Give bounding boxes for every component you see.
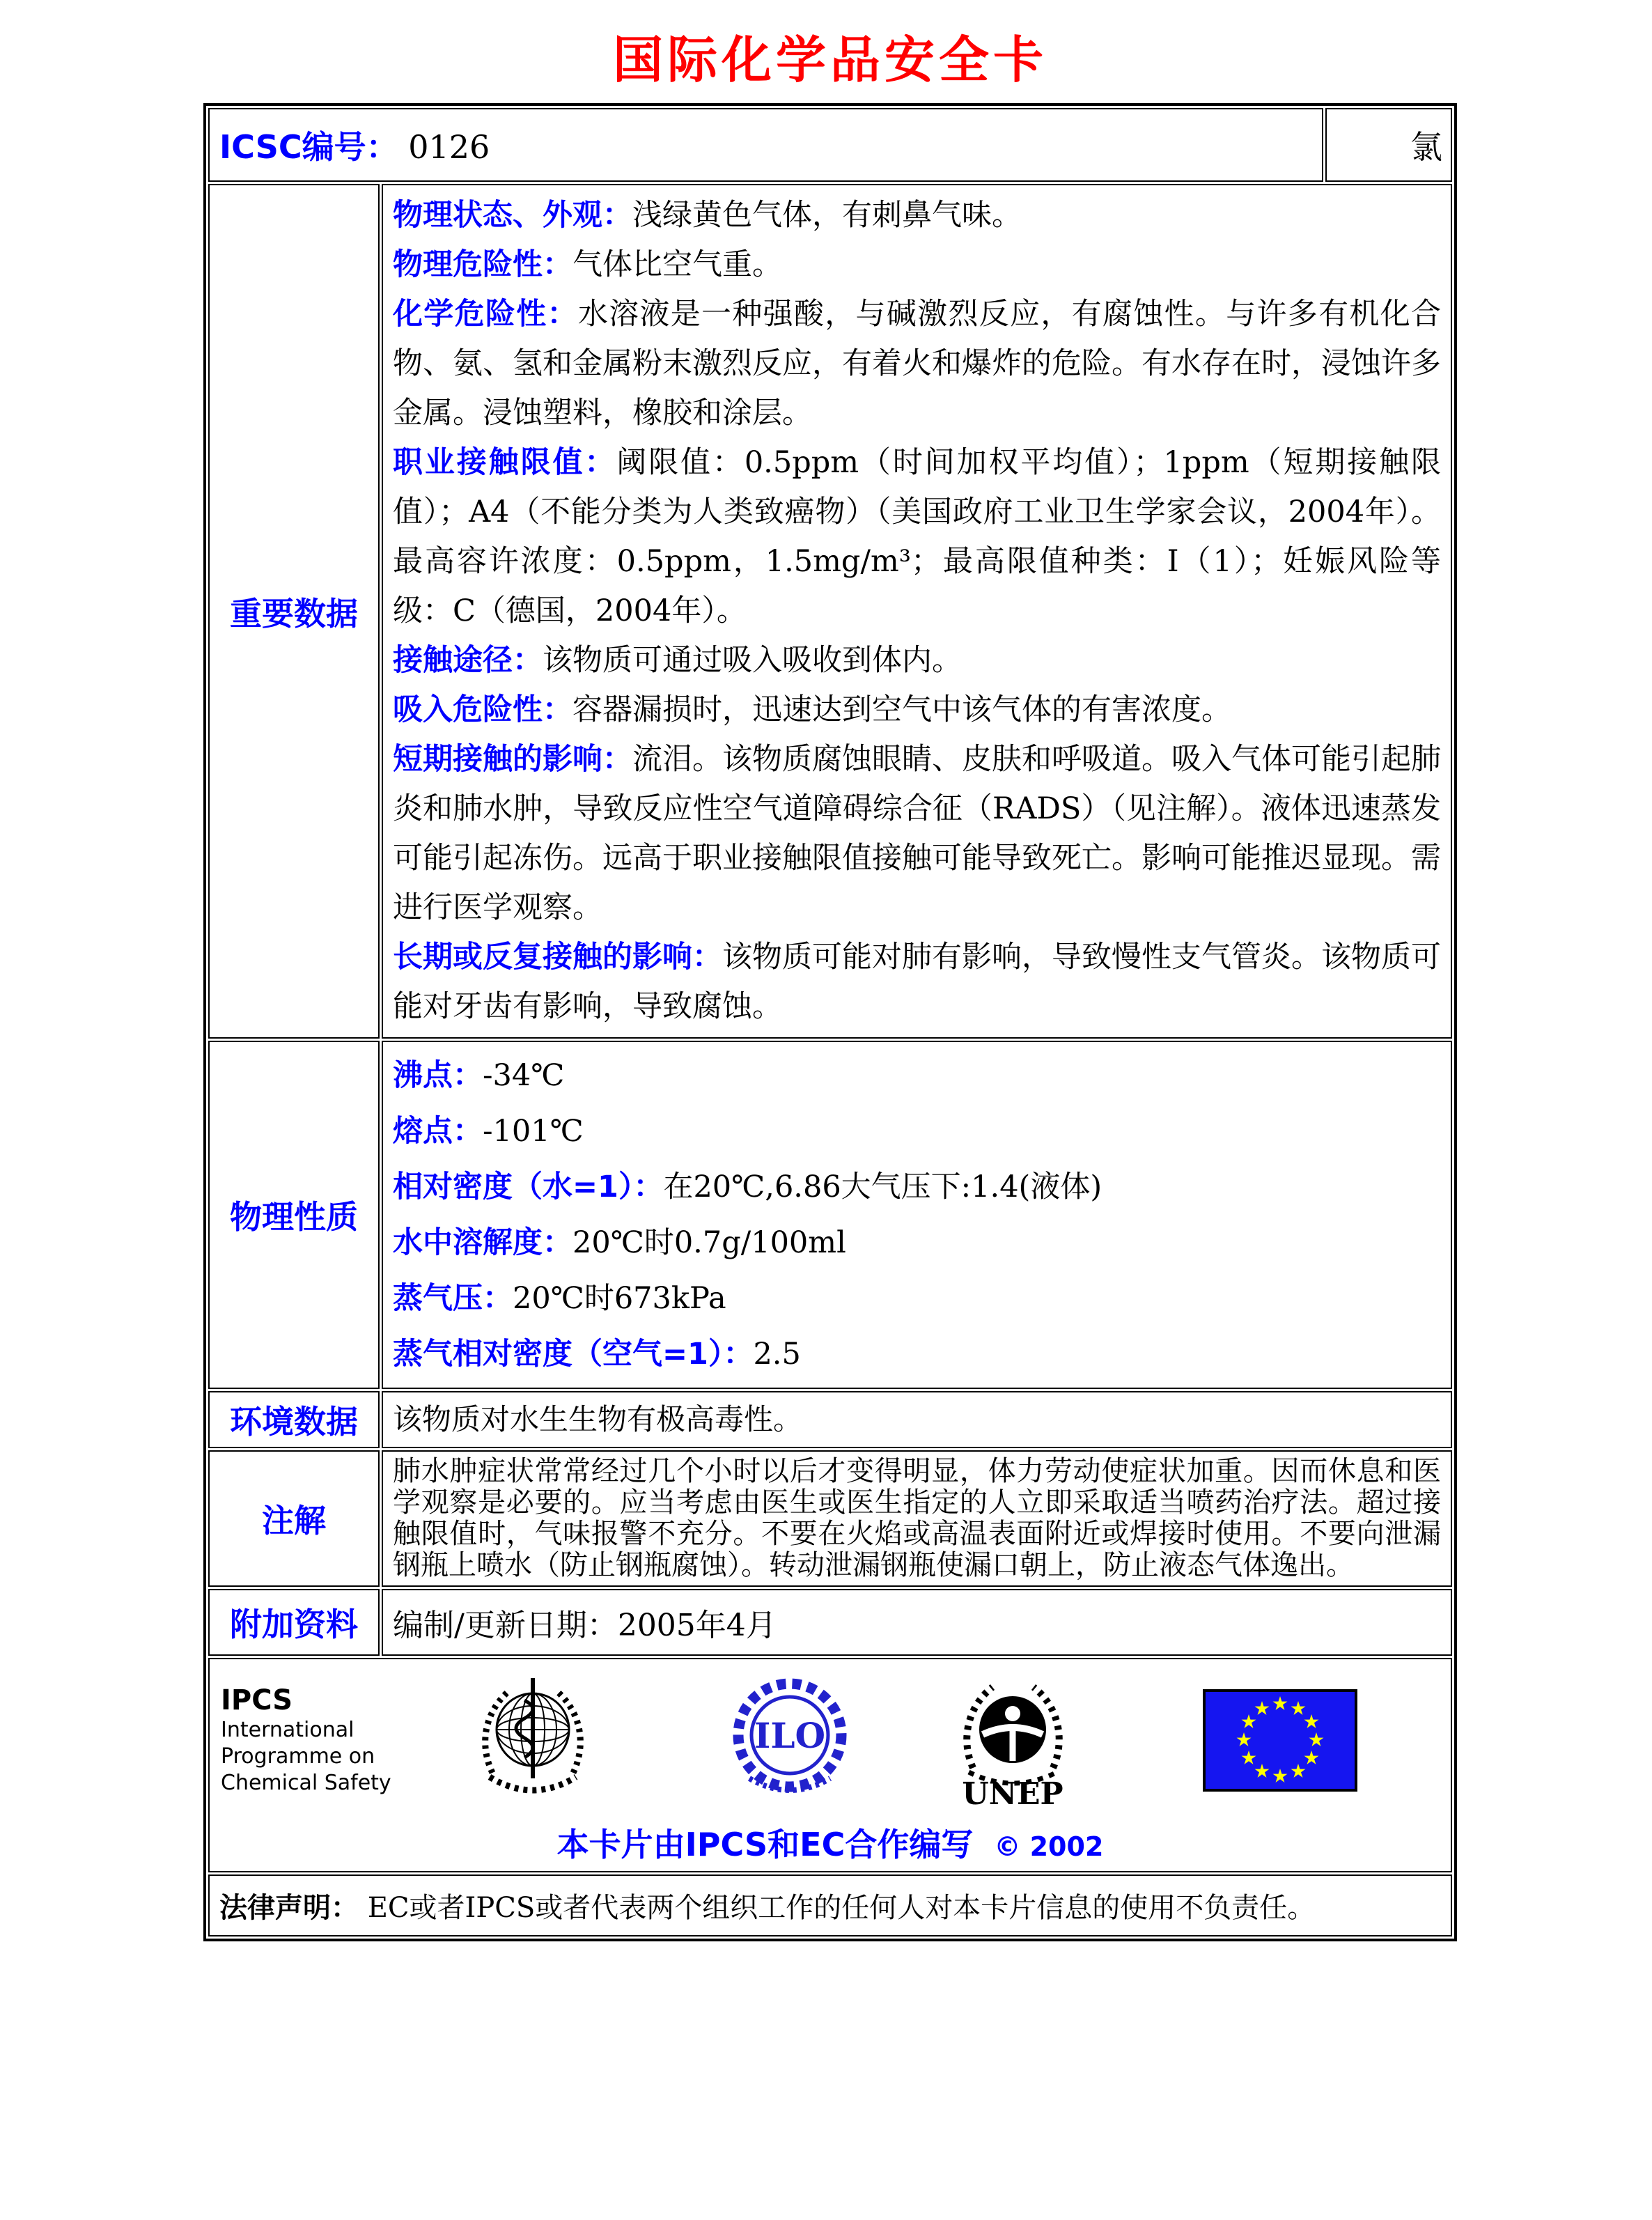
chemical-name-cell (1325, 108, 1452, 182)
environmental-data-text: 该物质对水生生物有极高毒性。 (393, 1402, 803, 1436)
chemical-name: 氯 (1410, 128, 1442, 166)
legal-cell (208, 1874, 1452, 1936)
field-paragraph (393, 685, 1441, 735)
caption-text: 本卡片由IPCS和EC合作编写 (556, 1826, 974, 1863)
physical-properties-label-cell (208, 1041, 380, 1389)
logos-cell (208, 1658, 1452, 1872)
section-label: 附加资料 (230, 1606, 358, 1643)
field-value: 流泪。该物质腐蚀眼睛、皮肤和呼吸道。吸入气体可能引起肺炎和肺水肿，导致反应性空气道障碍综合征（RADS）（见注解）。液体迅速蒸发可能引起冻伤。远高于职业接触限值接触可能导致死亡。影响可能推迟显现。需进行医学观察。 (393, 742, 1441, 925)
field-value: 20℃时0.7g/100ml (572, 1225, 846, 1260)
ipcs-acronym: IPCS (221, 1684, 293, 1716)
field-value: 该物质可能对肺有影响，导致慢性支气管炎。该物质可能对牙齿有影响，导致腐蚀。 (393, 940, 1441, 1024)
ipcs-line: Programme on (221, 1744, 375, 1769)
section-label: 注解 (262, 1502, 326, 1539)
ilo-letters: ILO (754, 1715, 826, 1756)
field-value: 阈限值：0.5ppm（时间加权平均值）；1ppm（短期接触限值）；A4（不能分类为人类致癌物）（美国政府工业卫生学家会议，2004年）。最高容许浓度：0.5ppm，1.5mg/m³；最高限值种类：I（1）；妊娠风险等级：C（德国，2004年）。 (393, 445, 1441, 628)
eu-flag-icon (1203, 1689, 1357, 1792)
field-value: 在20℃,6.86大气压下:1.4(液体) (663, 1170, 1102, 1204)
field-label: 物理状态、外观： (393, 198, 632, 233)
icsc-card-table (203, 103, 1457, 1941)
field-label: 熔点： (393, 1114, 483, 1149)
legal-label: 法律声明： (219, 1892, 359, 1924)
field-value: 容器漏损时，迅速达到空气中该气体的有害浓度。 (572, 692, 1231, 727)
field-value: 气体比空气重。 (572, 247, 782, 282)
row-physical-properties (208, 1041, 1452, 1389)
row-logos (208, 1658, 1452, 1872)
notes-text: 肺水肿症状常常经过几个小时以后才变得明显，体力劳动使症状加重。因而休息和医学观察是必要的。应当考虑由医生或医生指定的人立即采取适当喷药治疗法。超过接触限值时，气味报警不充分。不要在火焰或高温表面附近或焊接时使用。不要向泄漏钢瓶上喷水（防止钢瓶腐蚀）。转动泄漏钢瓶使漏口朝上，防止液态气体逸出。 (393, 1455, 1441, 1581)
ipcs-line: Chemical Safety (221, 1771, 391, 1795)
additional-info-content (382, 1589, 1452, 1656)
row-important-data (208, 184, 1452, 1039)
field-value: 2.5 (753, 1337, 801, 1372)
logos-strip (217, 1670, 1444, 1810)
field-paragraph (393, 438, 1441, 636)
additional-info-text: 编制/更新日期：2005年4月 (393, 1608, 777, 1643)
field-value: 20℃时673kPa (513, 1281, 726, 1316)
unep-letters: UNEP (962, 1776, 1063, 1810)
field-value: 浅绿黄色气体，有刺鼻气味。 (632, 198, 1022, 233)
cooperation-caption (217, 1819, 1444, 1865)
field-label: 物理危险性： (393, 247, 572, 282)
icsc-number-label: ICSC编号： (219, 128, 398, 166)
field-paragraph (393, 290, 1441, 438)
environmental-data-content (382, 1391, 1452, 1448)
field-paragraph (393, 1159, 1441, 1215)
field-label: 长期或反复接触的影响： (393, 940, 722, 975)
field-paragraph (393, 933, 1441, 1032)
field-value: 水溶液是一种强酸，与碱激烈反应，有腐蚀性。与许多有机化合物、氨、氢和金属粉末激烈反应，有着火和爆炸的危险。有水存在时，浸蚀许多金属。浸蚀塑料，橡胶和涂层。 (393, 297, 1442, 430)
header-row (208, 108, 1452, 182)
row-environmental-data (208, 1391, 1452, 1448)
ipcs-line: International (221, 1718, 354, 1742)
field-paragraph (393, 735, 1441, 933)
row-legal (208, 1874, 1452, 1936)
field-label: 化学危险性： (393, 297, 578, 332)
field-label: 水中溶解度： (393, 1225, 572, 1260)
unep-logo-icon (952, 1670, 1074, 1810)
field-label: 职业接触限值： (393, 445, 617, 480)
field-label: 相对密度（水=1）： (393, 1170, 664, 1204)
field-value: 该物质可通过吸入吸收到体内。 (543, 643, 962, 678)
field-paragraph (393, 191, 1441, 240)
page-title: 国际化学品安全卡 (612, 30, 1047, 89)
field-paragraph (393, 636, 1441, 685)
field-paragraph (393, 1271, 1441, 1326)
section-label: 重要数据 (230, 594, 358, 632)
field-paragraph (393, 240, 1441, 290)
ipcs-text-block (217, 1684, 430, 1796)
icsc-number-cell (208, 108, 1323, 182)
field-label: 蒸气压： (393, 1281, 513, 1316)
field-paragraph (393, 1103, 1441, 1159)
copyright-text: © 2002 (994, 1831, 1104, 1862)
important-data-content (382, 184, 1452, 1039)
additional-info-label-cell (208, 1589, 380, 1656)
important-data-label-cell (208, 184, 380, 1039)
field-label: 短期接触的影响： (393, 742, 632, 777)
environmental-data-label-cell (208, 1391, 380, 1448)
field-paragraph (393, 1215, 1441, 1271)
field-label: 吸入危险性： (393, 692, 572, 727)
field-value: -101℃ (483, 1114, 584, 1149)
physical-properties-content (382, 1041, 1452, 1389)
field-paragraph (393, 1326, 1441, 1382)
legal-text: EC或者IPCS或者代表两个组织工作的任何人对本卡片信息的使用不负责任。 (367, 1892, 1316, 1924)
field-value: -34℃ (483, 1058, 565, 1093)
icsc-number-value: 0126 (408, 128, 490, 166)
field-label: 蒸气相对密度（空气=1）： (393, 1337, 754, 1372)
who-logo-icon (472, 1674, 593, 1806)
row-notes (208, 1450, 1452, 1587)
notes-label-cell (208, 1450, 380, 1587)
field-label: 沸点： (393, 1058, 483, 1093)
notes-content (382, 1450, 1452, 1587)
field-paragraph (393, 1048, 1441, 1103)
section-label: 环境数据 (230, 1403, 358, 1441)
ilo-logo-icon (726, 1674, 855, 1806)
row-additional-info (208, 1589, 1452, 1656)
field-label: 接触途径： (393, 643, 543, 678)
section-label: 物理性质 (230, 1198, 358, 1236)
